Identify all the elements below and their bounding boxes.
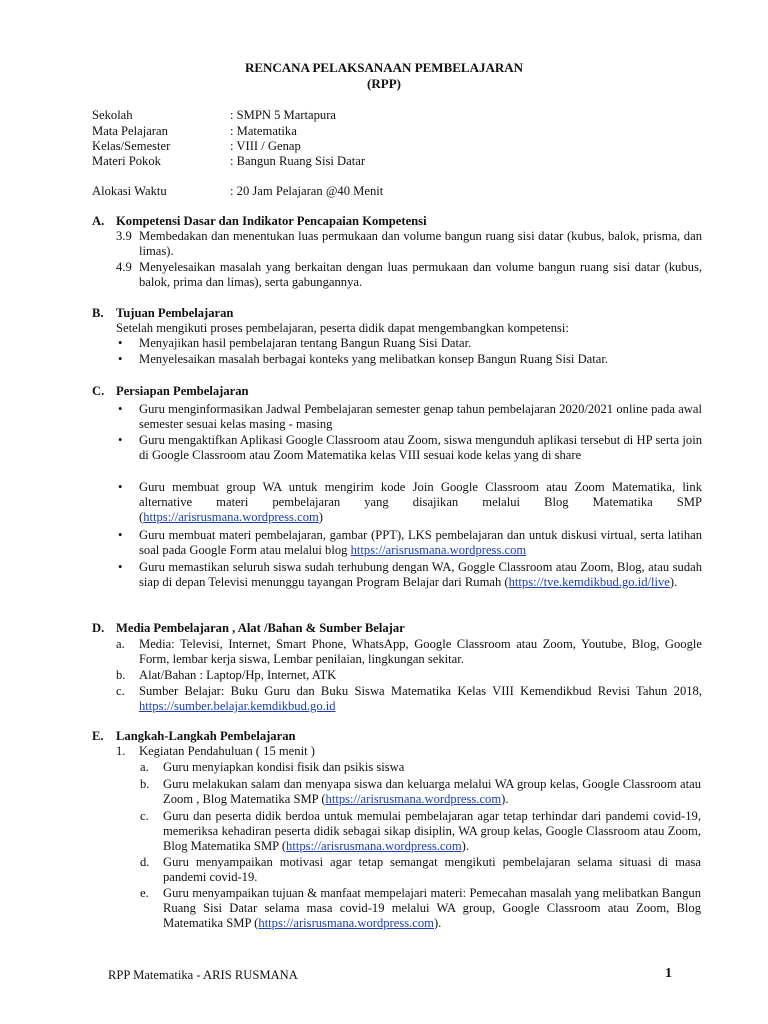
bullet-marker: • <box>118 433 123 447</box>
meta-label: Mata Pelajaran <box>92 124 168 138</box>
bullet-marker: • <box>118 480 123 494</box>
list-item <box>163 886 701 931</box>
bullet-marker: • <box>118 402 123 416</box>
bullet-marker: • <box>118 528 123 542</box>
list-item <box>163 809 701 854</box>
item-text: Guru dan peserta didik berdoa untuk memulai pembelajaran agar tetap terhindar dari pandemi covid-19, memeriksa kehadiran peserta didik sebagai sikap disiplin, WA group kelas, Google Classroom atau Zoom, Blog Matematika SMP ( <box>163 809 701 853</box>
list-item <box>139 528 702 558</box>
list-item <box>139 560 702 590</box>
section-letter: C. <box>92 384 105 398</box>
blog-link[interactable]: https://arisrusmana.wordpress.com <box>325 792 502 806</box>
meta-label: Materi Pokok <box>92 154 161 168</box>
item-marker: 4.9 <box>116 260 132 274</box>
meta-label: Alokasi Waktu <box>92 184 167 198</box>
item-marker: b. <box>140 777 150 791</box>
section-e-heading <box>92 729 296 744</box>
item-marker: a. <box>116 637 125 651</box>
meta-label: Kelas/Semester <box>92 139 171 153</box>
list-item <box>139 684 702 714</box>
item-text-after: ). <box>433 916 442 930</box>
section-letter: B. <box>92 306 104 320</box>
section-title: Media Pembelajaran , Alat /Bahan & Sumber Belajar <box>116 621 405 635</box>
blog-link[interactable]: https://arisrusmana.wordpress.com <box>258 916 434 930</box>
item-marker: 1. <box>116 744 126 758</box>
item-marker: c. <box>140 809 149 823</box>
sumber-belajar-link[interactable]: https://sumber.belajar.kemdikbud.go.id <box>139 699 336 713</box>
item-text-after: ). <box>501 792 509 806</box>
section-title: Tujuan Pembelajaran <box>116 306 234 320</box>
item-text-after: ). <box>669 575 678 589</box>
meta-value: : SMPN 5 Martapura <box>230 108 336 122</box>
tve-link[interactable]: https://tve.kemdikbud.go.id/live <box>508 575 670 589</box>
bullet-marker: • <box>118 352 123 366</box>
section-b-intro: Setelah mengikuti proses pembelajaran, peserta didik dapat mengembangkan kompetensi: <box>116 321 569 335</box>
item-marker: a. <box>140 760 149 774</box>
section-title: Kompetensi Dasar dan Indikator Pencapaian Kompetensi <box>116 214 427 228</box>
section-title: Langkah-Langkah Pembelajaran <box>116 729 296 743</box>
section-letter: A. <box>92 214 105 228</box>
item-text: Guru melakukan salam dan menyapa siswa dan keluarga melalui WA group kelas, Google Classroom atau Zoom , Blog Matematika SMP ( <box>163 777 701 806</box>
list-item: Menyajikan hasil pembelajaran tentang Bangun Ruang Sisi Datar. <box>139 336 472 350</box>
section-b-heading <box>92 306 233 321</box>
meta-value: : 20 Jam Pelajaran @40 Menit <box>230 184 384 198</box>
item-text: Guru membuat materi pembelajaran, gambar (PPT), LKS pembelajaran dan untuk diskusi virtual, serta latihan soal pada Google Form atau melalui blog <box>139 528 702 557</box>
list-item: Alat/Bahan : Laptop/Hp, Internet, ATK <box>139 668 337 682</box>
list-item <box>163 777 701 807</box>
bullet-marker: • <box>118 560 123 574</box>
section-a-heading <box>92 214 427 229</box>
item-text-after: ). <box>461 839 469 853</box>
item-marker: b. <box>116 668 126 682</box>
section-letter: E. <box>92 729 104 743</box>
meta-value: : Bangun Ruang Sisi Datar <box>230 154 366 168</box>
item-marker: e. <box>140 886 149 900</box>
page-footer: RPP Matematika - ARIS RUSMANA <box>108 968 298 982</box>
section-c-heading <box>92 384 249 399</box>
item-marker: c. <box>116 684 125 698</box>
item-text-after: ) <box>318 510 323 524</box>
section-d-heading <box>92 621 405 636</box>
list-item: Media: Televisi, Internet, Smart Phone, WhatsApp, Google Classroom atau Zoom, Youtube, Blog, Google Form, lembar kerja siswa, Lembar penilaian, lingkungan sekitar. <box>139 637 702 666</box>
item-text: Guru membuat group WA untuk mengirim kode Join Google Classroom atau Zoom Matematika, link alternative materi pembelajaran yang disajikan melalui Blog Matematika SMP ( <box>139 480 702 524</box>
list-item: Guru menyampaikan motivasi agar tetap semangat mengikuti pembelajaran selama situasi di masa pandemi covid-19. <box>163 855 701 884</box>
blog-link[interactable]: https://arisrusmana.wordpress.com <box>286 839 462 853</box>
meta-value: : VIII / Genap <box>230 139 301 153</box>
kd-item: Membedakan dan menentukan luas permukaan dan volume bangun ruang sisi datar (kubus, balok, prisma, dan limas). <box>139 229 702 258</box>
item-marker: d. <box>140 855 150 869</box>
kd-item: Menyelesaikan masalah yang berkaitan dengan luas permukaan dan volume bangun ruang sisi datar (kubus, balok, prima dan limas), serta gabungannya. <box>139 260 702 289</box>
list-item <box>139 480 702 525</box>
section-letter: D. <box>92 621 105 635</box>
document-title: RENCANA PELAKSANAAN PEMBELAJARAN <box>244 60 524 75</box>
list-item: Guru menyiapkan kondisi fisik dan psikis siswa <box>163 760 405 774</box>
item-text: Sumber Belajar: Buku Guru dan Buku Siswa Matematika Kelas VIII Kemendikbud Revisi Tahun 2018, <box>139 684 702 698</box>
item-text: Guru memastikan seluruh siswa sudah terhubung dengan WA, Goggle Classroom atau Zoom, Blog, atau sudah siap di depan Televisi menunggu tayangan Program Belajar dari Rumah ( <box>139 560 702 589</box>
item-marker: 3.9 <box>116 229 132 243</box>
sub-heading: Kegiatan Pendahuluan ( 15 menit ) <box>139 744 315 758</box>
document-subtitle: (RPP) <box>367 76 401 91</box>
bullet-marker: • <box>118 336 123 350</box>
list-item: Guru menginformasikan Jadwal Pembelajaran semester genap tahun pembelajaran 2020/2021 online pada awal semester sesuai kelas masing - masing <box>139 402 702 431</box>
blog-link[interactable]: https://arisrusmana.wordpress.com <box>143 510 319 524</box>
item-text: Guru menyampaikan tujuan & manfaat mempelajari materi: Pemecahan masalah yang melibatkan Bangun Ruang Sisi Datar selama masa covid-19 melalui WA group, Google Classroom atau Zoom, Blog Matematika SMP ( <box>163 886 701 930</box>
list-item: Guru mengaktifkan Aplikasi Google Classroom atau Zoom, siswa mengunduh aplikasi tersebut di HP serta join di Google Classroom atau Zoom Matematika kelas VIII sesuai kode kelas yang di share <box>139 433 702 462</box>
list-item: Menyelesaikan masalah berbagai konteks yang melibatkan konsep Bangun Ruang Sisi Datar. <box>139 352 608 366</box>
section-title: Persiapan Pembelajaran <box>116 384 249 398</box>
page-number: 1 <box>665 966 672 981</box>
meta-value: : Matematika <box>230 124 297 138</box>
meta-label: Sekolah <box>92 108 133 122</box>
blog-link[interactable]: https://arisrusmana.wordpress.com <box>350 543 527 557</box>
